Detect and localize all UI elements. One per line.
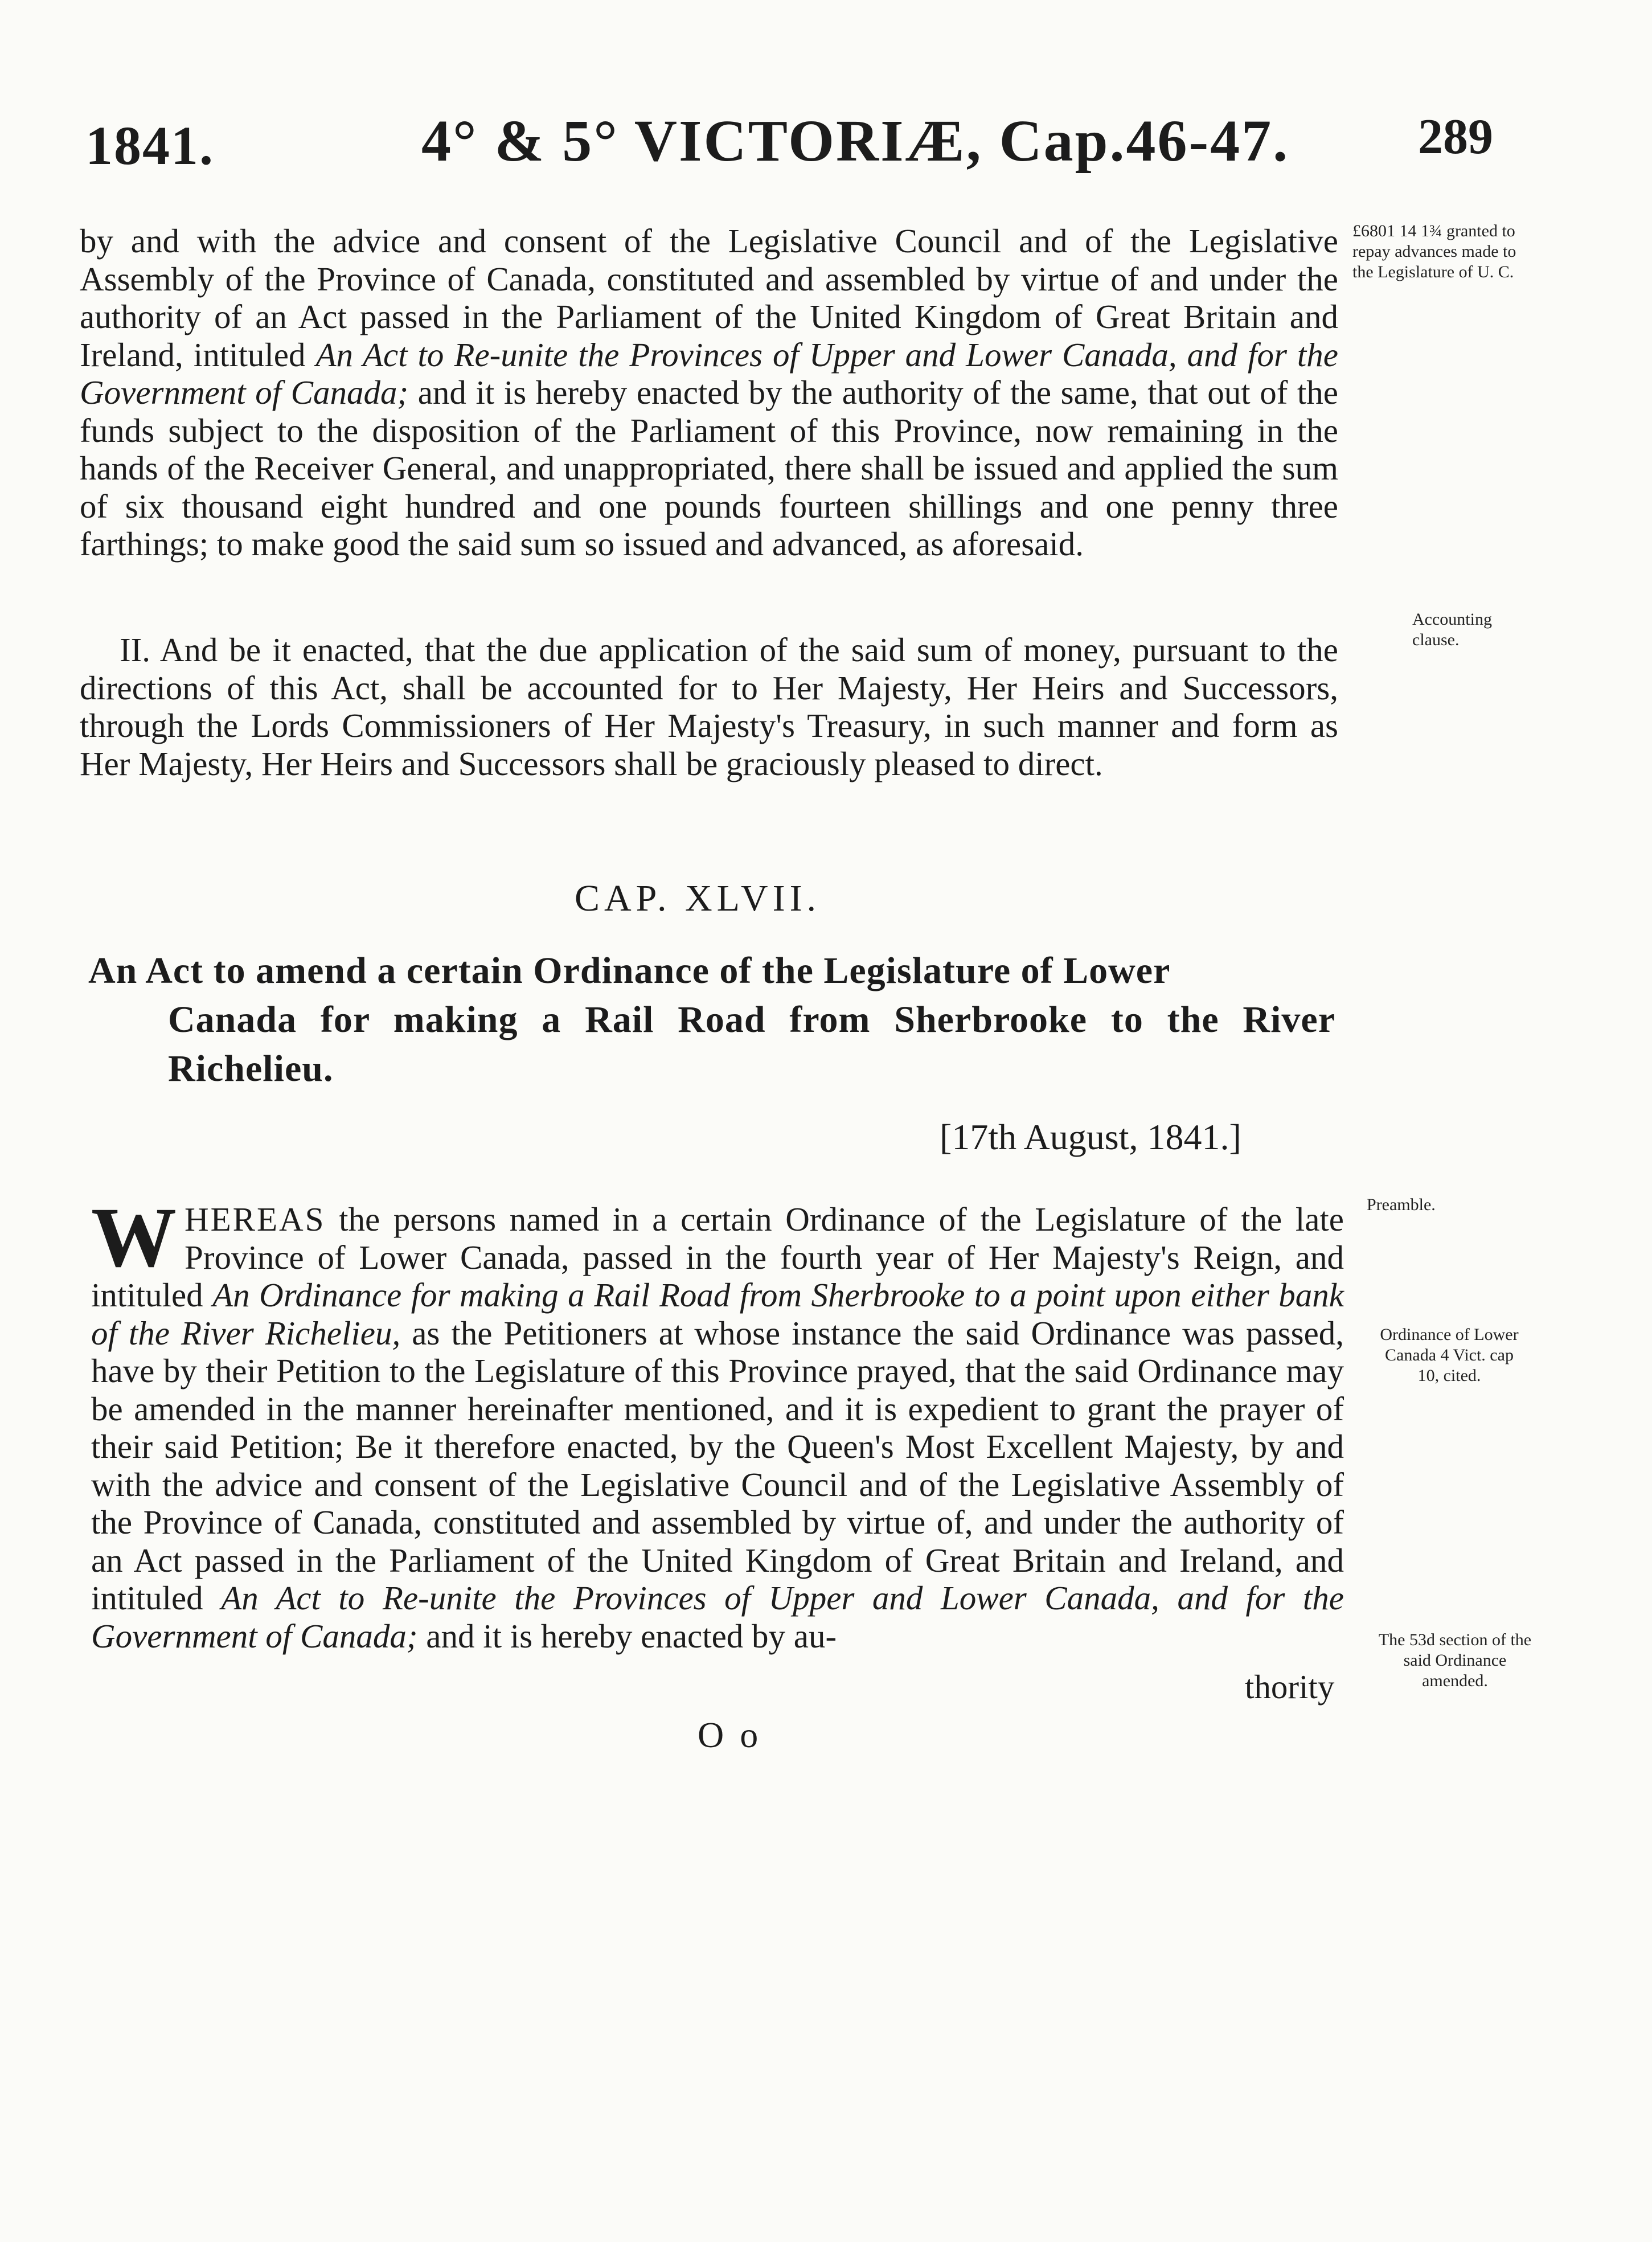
preamble-paragraph [91,1190,1344,1655]
assent-date: [17th August, 1841.] [940,1117,1241,1157]
signature-mark: O o [698,1715,762,1755]
chapter-heading: CAP. XLVII. [574,878,821,919]
header-title: 4° & 5° VICTORIÆ, Cap.46-47. [421,108,1290,174]
chapter-title-first-line: An Act to amend a certain Ordinance of the Legislature of Lower [88,950,1171,991]
continuation-paragraph [80,222,1338,563]
section-two-paragraph: II. And be it enacted, that the due application of the said sum of money, pursuant to the directions of this Act, shall be accounted for to Her Majesty, Her Heirs and Successors, through the Lords Commissioners of Her Majesty's Treasury, in such manner and form as Her Majesty, Her Heirs and Successors shall be graciously pleased to direct. [80,631,1338,782]
chapter-title [88,946,1335,1093]
preamble-text-2: as the Petitioners at whose instance the said Ordinance was passed, have by their Petition to the Legislature of this Province prayed, that the said Ordinance may be amended in the manner hereinafter mentioned, and it is expedient to grant the prayer of their said Petition; Be it therefore enacted, by the Queen's Most Excellent Majesty, by and with the advice and consent of the Legislative Council and of the Legislative Assembly of the Province of Canada, constituted and assembled by virtue of, and under the authority of an Act passed in the Parliament of the United Kingdom of Great Britain and Ireland, and intituled [91,1314,1344,1617]
chapter-title-continuation: Canada for making a Rail Road from Sherbrooke to the River Richelieu. [168,999,1335,1089]
preamble-text-3: and it is hereby enacted by au- [417,1617,837,1655]
drop-cap: W [91,1190,177,1285]
act-title-italic: An Act to Re-unite the Provinces of Upper and Lower Canada, and for the Government of Canada; [80,335,1338,411]
preamble-opening-word: HEREAS [185,1200,326,1238]
margin-note-ordinance: Ordinance of Lower Canada 4 Vict. cap 10, cited. [1380,1325,1519,1385]
preamble-text-1: the persons named in a certain Ordinance of the Legislature of the late Province of Lower Canada, passed in the fourth year of Her Majesty's Reign, and intituled [91,1200,1344,1314]
margin-note-preamble: Preamble. [1367,1195,1436,1214]
continuation-text-2: and it is hereby enacted by the authority of the same, that out of the funds subject to the disposition of the Parliament of this Province, now remaining in the hands of the Receiver General, and unappropriated, there shall be issued and applied the sum of six thousand eight hundred and one pounds fourteen shillings and one penny three farthings; to make good the said sum so issued and advanced, as aforesaid. [80,374,1338,563]
margin-note-section53: The 53d section of the said Ordinance amended. [1378,1630,1532,1690]
ordinance-title-italic: An Ordinance for making a Rail Road from Sherbrooke to a point upon either bank of the River Richelieu, [91,1276,1344,1352]
margin-note-grant: £6801 14 1¾ granted to repay advances made to the Legislature of U. C. [1352,222,1516,281]
header-year: 1841. [85,115,214,176]
continuation-text-1: by and with the advice and consent of the Legislative Council and of the Legislative Assembly of the Province of Canada, constituted and assembled by virtue of and under the authority of an Act passed in the Parliament of the United Kingdom of Great Britain and Ireland, intituled [80,222,1338,374]
catchword: thority [1245,1668,1335,1706]
page-number: 289 [1418,109,1493,165]
act-title-italic-2: An Act to Re-unite the Provinces of Upper and Lower Canada, and for the Government of Canada; [91,1579,1344,1655]
margin-note-accounting: Accounting clause. [1412,610,1492,649]
